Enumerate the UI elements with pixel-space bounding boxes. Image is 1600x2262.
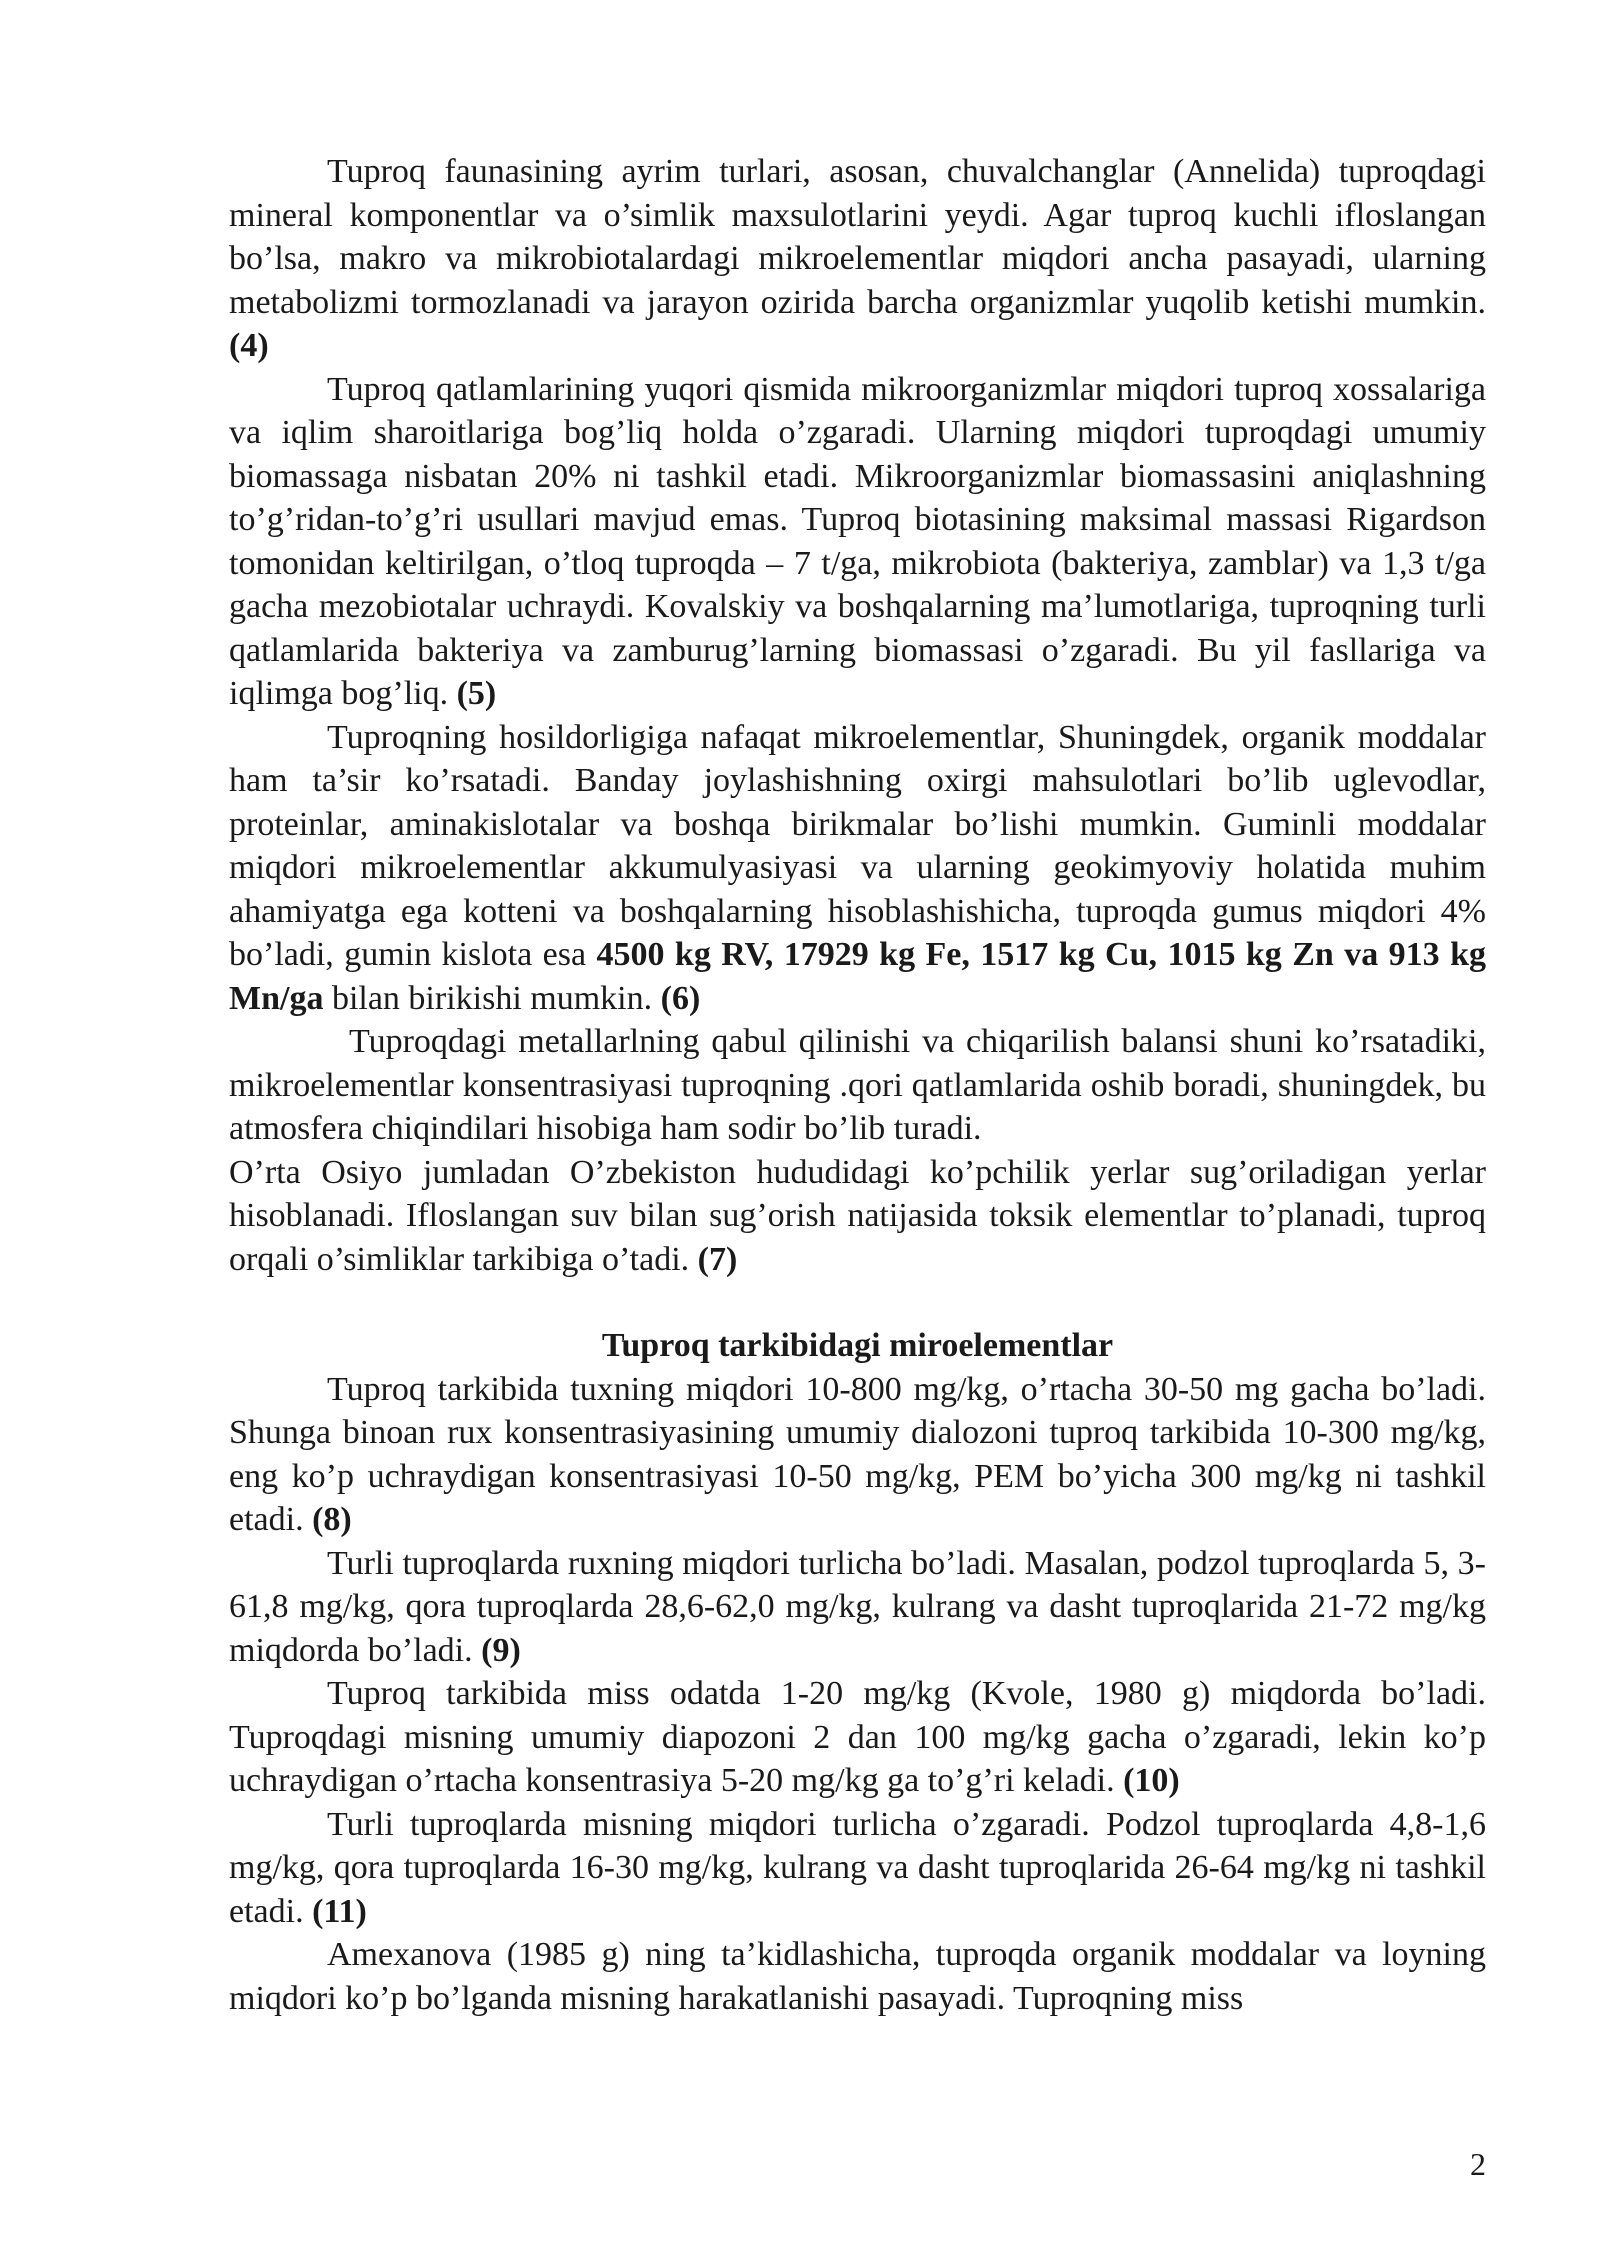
reference-marker: (8) (312, 1501, 352, 1538)
paragraph-zinc-content (229, 1368, 1486, 1542)
reference-marker: (10) (1123, 1762, 1180, 1799)
paragraph-microorganisms (229, 368, 1486, 716)
reference-marker: (7) (697, 1240, 738, 1278)
paragraph-text: Tuproq qatlamlarining yuqori qismida mikroorganizmlar miqdori tuproq xossalariga va iqlim sharoitlariga bog’liq holda o’zgaradi. Ularning miqdori tuproqdagi umumiy biomassaga nisbatan 20% ni tashkil etadi. Mikroorganizmlar biomassasini aniqlashning to’g’ridan-to’g’ri usullari mavjud emas. Tuproq biotasining maksimal massasi Rigardson tomonidan keltirilgan, o’tloq tuproqda – 7 t/ga, mikrobiota (bakteriya, zamblar) va 1,3 t/ga gacha mezobiotalar uchraydi. Kovalskiy va boshqalarning ma’lumotlariga, tuproqning turli qatlamlarida bakteriya va zamburug’larning biomassasi o’zgaradi. Bu yil fasllariga va iqlimga bog’liq. (229, 370, 1486, 712)
paragraph-text: Tuproq tarkibida miss odatda 1-20 mg/kg (Kvole, 1980 g) miqdorda bo’ladi. Tuproqdagi misning umumiy diapozoni 2 dan 100 mg/kg gacha o’zgaradi, lekin ko’p uchraydigan o’rtacha konsentrasiya 5-20 mg/kg ga to’g’ri keladi. (229, 1675, 1486, 1799)
paragraph-text: Tuproqning hosildorligiga nafaqat mikroelementlar, Shuningdek, organik moddalar ham ta’sir ko’rsatadi. Banday joylashishning oxirgi mahsulotlari bo’lib uglevodlar, proteinlar, aminakislotalar va boshqa birikmalar bo’lishi mumkin. Guminli moddalar miqdori mikroelementlar akkumulyasiyasi va ularning geokimyoviy holatida muhim ahamiyatga ega kotteni va boshqalarning hisoblashishicha, tuproqda gumus miqdori 4% bo’ladi, gumin kislota esa (229, 718, 1486, 973)
paragraph-text: Turli tuproqlarda ruxning miqdori turlicha bo’ladi. Masalan, podzol tuproqlarda 5, 3-61,8 mg/kg, qora tuproqlarda 28,6-62,0 mg/kg, kulrang va dasht tuproqlarida 21-72 mg/kg miqdorda bo’ladi. (229, 1544, 1486, 1669)
paragraph-zinc-soils (229, 1542, 1486, 1673)
paragraph-text: Turli tuproqlarda misning miqdori turlicha o’zgaradi. Podzol tuproqlarda 4,8-1,6 mg/kg, qora tuproqlarda 16-30 mg/kg, kulrang va dasht tuproqlarida 26-64 mg/kg ni tashkil etadi. (229, 1805, 1486, 1930)
document-page (229, 150, 1486, 2020)
page-number: 2 (1470, 2146, 1486, 2182)
reference-marker: (9) (481, 1631, 521, 1669)
paragraph-text: Tuproqdagi metallarlning qabul qilinishi va chiqarilish balansi shuni ko’rsatadiki, mikroelementlar konsentrasiyasi tuproqning .qori qatlamlarida oshib boradi, shuningdek, bu atmosfera chiqindilari hisobiga ham sodir bo’lib turadi. (229, 1023, 1486, 1147)
paragraph-amexanova (229, 1933, 1486, 2020)
paragraph-metals-balance (229, 1020, 1486, 1151)
section-heading: Tuproq tarkibidagi miroelementlar (601, 1327, 1114, 1364)
paragraph-central-asia (229, 1151, 1486, 1282)
paragraph-text-after: bilan birikishi mumkin. (323, 979, 661, 1017)
reference-marker: (6) (660, 979, 701, 1017)
reference-marker: (5) (456, 675, 497, 712)
paragraph-fauna (229, 150, 1486, 368)
paragraph-copper-soils (229, 1803, 1486, 1934)
paragraph-organic-matter (229, 716, 1486, 1021)
reference-marker: (4) (229, 327, 269, 364)
paragraph-text: Tuproq faunasining ayrim turlari, asosan, chuvalchanglar (Annelida) tuproqdagi mineral komponentlar va o’simlik maxsulotlarini yeydi. Agar tuproq kuchli ifloslangan bo’lsa, makro va mikrobiotalardagi mikroelementlar miqdori ancha pasayadi, ularning metabolizmi tormozlanadi va jarayon ozirida barcha organizmlar yuqolib ketishi mumkin. (229, 153, 1486, 321)
paragraph-text: O’rta Osiyo jumladan O’zbekiston hududidagi ko’pchilik yerlar sug’oriladigan yerlar hisoblanadi. Ifloslangan suv bilan sug’orish natijasida toksik elementlar to’planadi, tuproq orqali o’simliklar tarkibiga o’tadi. (229, 1153, 1486, 1278)
paragraph-text: Amexanova (1985 g) ning ta’kidlashicha, tuproqda organik moddalar va loyning miqdori ko’p bo’lganda misning harakatlanishi pasayadi. Tuproqning miss (229, 1936, 1486, 2017)
paragraph-text: Tuproq tarkibida tuxning miqdori 10-800 mg/kg, o’rtacha 30-50 mg gacha bo’ladi. Shunga binoan rux konsentrasiyasining umumiy dialozoni tuproq tarkibida 10-300 mg/kg, eng ko’p uchraydigan konsentrasiyasi 10-50 mg/kg, PEM bo’yicha 300 mg/kg ni tashkil etadi. (229, 1370, 1486, 1538)
bold-values: 4500 kg RV, 17929 kg Fe, 1517 kg Cu, 1015 kg Zn va 913 kg Mn/ga (229, 936, 1486, 1017)
reference-marker: (11) (312, 1892, 367, 1930)
paragraph-copper-content (229, 1672, 1486, 1803)
